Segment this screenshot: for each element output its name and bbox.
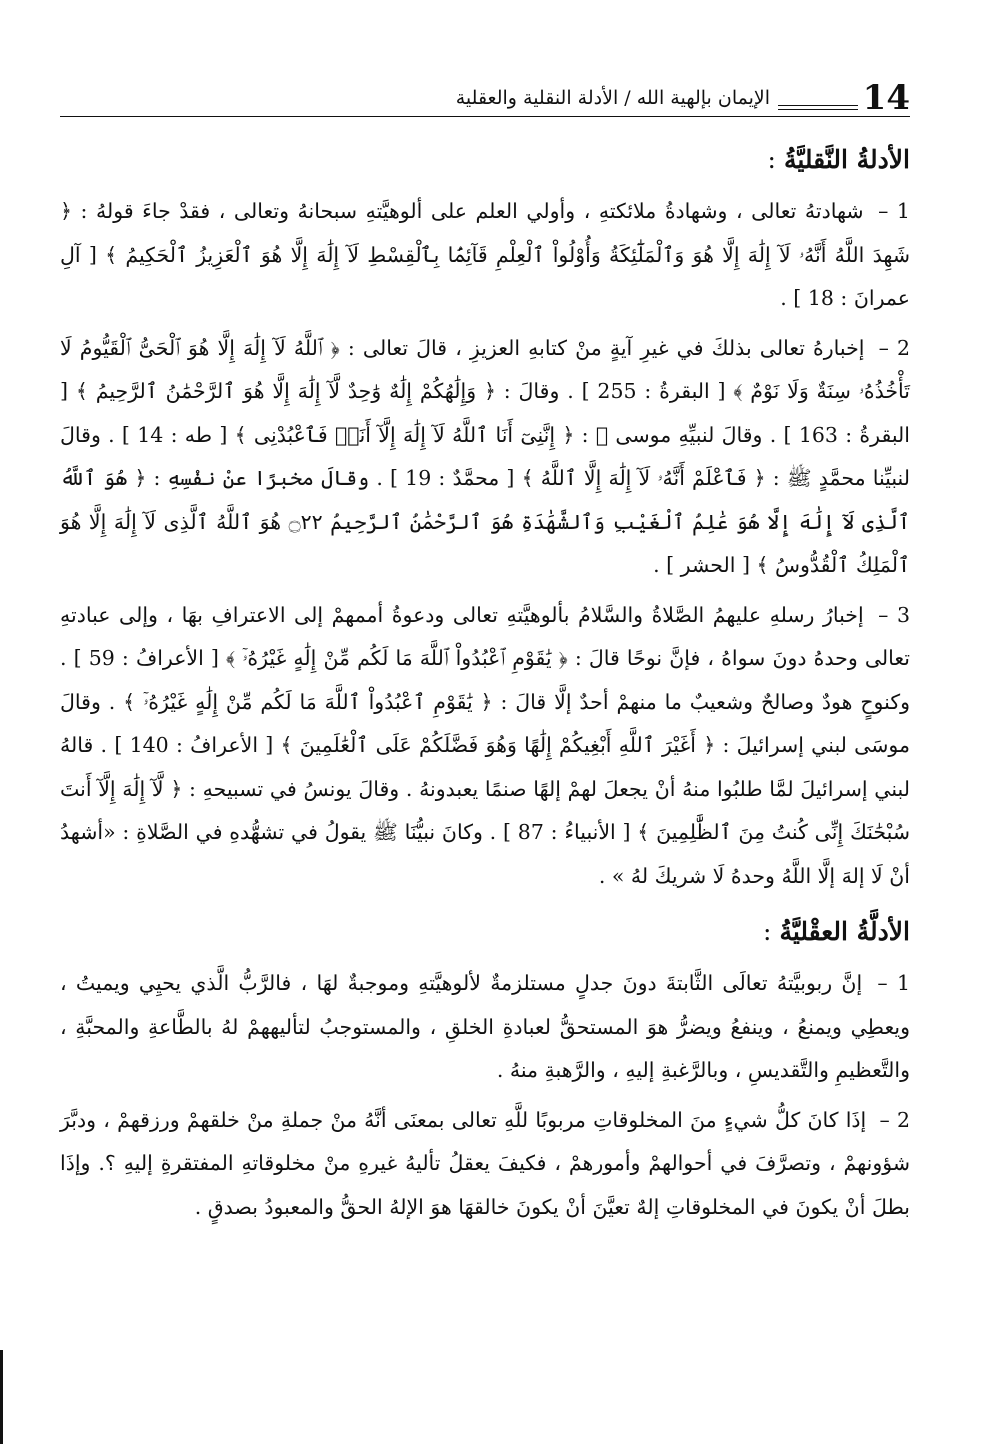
paragraph [60, 1099, 910, 1230]
header-divider [60, 116, 910, 117]
paragraph-text: إنَّ ربوبيَّتهُ تعالَى الثَّابتةَ دونَ جدلٍ مستلزمةٌ لألوهيَّتهِ وموجبةٌ لهَا ، فالرَّبُّ الَّذي يحيِي ويميتُ ، ويعطِي ويمنعُ ، وينفعُ ويضرُّ هوَ المستحقُّ لعبادةِ الخلقِ ، والمستوجبُ لتأليههمْ لهُ بالطَّاعةِ والمحبَّةِ ، والتَّعظيمِ والتَّقديسِ ، وبالرَّغبةِ إليهِ ، والرَّهبةِ منهُ . [60, 971, 910, 1082]
paragraph-number: 2 – [878, 335, 910, 360]
paragraph [60, 962, 910, 1093]
paragraph-text: شهادتهُ تعالى ، وشهادةُ ملائكتهِ ، وأولي العلم على ألوهيَّتهِ سبحانهُ وتعالى ، فقدْ جاءَ قولهُ : ﴿ شَهِدَ اللَّهُ أَنَّهُۥ لَآ إِلَٰهَ إِلَّا هُوَ وَٱلْمَلَٰٓئِكَةُ وَأُوْلُواْ ٱلْعِلْمِ قَآئِمَۢا بِٱلْقِسْطِ لَآ إِلَٰهَ إِلَّا هُوَ ٱلْعَزِيزُ ٱلْحَكِيمُ ﴾ [ آلِ عمرانَ : 18 ] . [60, 199, 910, 310]
paragraph-number: 1 – [878, 199, 910, 223]
section-heading-textual-evidence [60, 140, 910, 180]
scan-edge-mark [0, 1350, 3, 1444]
page-body [60, 140, 910, 1235]
paragraph-number: 1 – [877, 971, 910, 995]
running-title: الإيمان بإلهية الله / الأدلة النقلية والعقلية [455, 87, 770, 109]
paragraph-number: 3 – [878, 602, 910, 627]
section-heading-colon: : [763, 917, 772, 946]
section-heading-rational-evidence [60, 912, 910, 952]
paragraph-text: إخبارهُ تعالى بذلكَ في غيرِ آيةٍ منْ كتابهِ العزيزِ ، قالَ تعالى : ﴿ ٱللَّهُ لَآ إِلَٰهَ إِلَّا هُوَ ٱلْحَىُّ ٱلْقَيُّومُ لَا تَأْخُذُهُۥ سِنَةٌ وَلَا نَوْمٌ ﴾ [ البقرةُ : 255 ] . وقالَ : ﴿ وَإِلَٰهُكُمْ إِلَٰهٌ وَٰحِدٌ لَّآ إِلَٰهَ إِلَّا هُوَ ٱلرَّحْمَٰنُ ٱلرَّحِيمُ ﴾ [ البقرةُ : 163 ] . وقالَ لنبيِّهِ موسى ﷺ : ﴿ إِنَّنِىٓ أَنَا ٱللَّهُ لَآ إِلَٰهَ إِلَّآ أَنَا۠ فَٱعْبُدْنِى ﴾ [ طه : 14 ] . وقالَ لنبيِّنا محمَّدٍ ﷺ : ﴿ فَٱعْلَمْ أَنَّهُۥ لَآ إِلَٰهَ إِلَّا ٱللَّهُ ﴾ [ محمَّدٌ : 19 ] . وقالَ مخبرًا عنْ نفْسِهِ : ﴿ هُوَ ٱللَّهُ ٱلَّذِى لَآ إِلَٰهَ إِلَّا هُوَ عَٰلِمُ ٱلْغَيْبِ وَٱلشَّهَٰدَةِ هُوَ ٱلرَّحْمَٰنُ ٱلرَّحِيمُ ۝٢٢ هُوَ ٱللَّهُ ٱلَّذِى لَآ إِلَٰهَ إِلَّا هُوَ ٱلْمَلِكُ ٱلْقُدُّوسُ ﴾ [ الحشر ] . [60, 335, 910, 577]
section-heading-text: الأدلَّةُ العقْليَّةُ [779, 917, 910, 946]
paragraph [60, 594, 910, 899]
paragraph-text: إذَا كانَ كلُّ شيءٍ منَ المخلوقاتِ مربوبًا للَّهِ تعالى بمعنَى أنَّهُ منْ جملةِ منْ خلقهمْ ورزقهمْ ، ودبَّرَ شؤونهمْ ، وتصرَّفَ في أحوالهمْ وأمورهمْ ، فكيفَ يعقلُ تأليهُ غيرهِ منْ مخلوقاتهِ المفتقرةِ إليهِ ؟. وإذَا بطلَ أنْ يكونَ في المخلوقاتِ إلهٌ تعيَّنَ أنْ يكونَ خالقهَا هوَ الإلهُ الحقُّ والمعبودُ بصدقٍ . [60, 1107, 910, 1219]
section-heading-colon: : [767, 145, 776, 174]
paragraph [60, 190, 910, 321]
paragraph-text: إخبارُ رسلهِ عليهمُ الصَّلاةُ والسَّلامُ بألوهيَّتهِ تعالى ودعوةُ أممهمْ إلى الاعترافِ بهَا ، وإلى عبادتهِ تعالى وحدهُ دونَ سواهُ ، فإنَّ نوحًا قالَ : ﴿ يَٰقَوْمِ ٱعْبُدُواْ ٱللَّهَ مَا لَكُم مِّنْ إِلَٰهٍ غَيْرُهُۥٓ ﴾ [ الأعرافُ : 59 ] . وكنوحٍ هودٌ وصالحٌ وشعيبٌ ما منهمْ أحدٌ إلَّا قالَ : ﴿ يَٰقَوْمِ ٱعْبُدُواْ ٱللَّهَ مَا لَكُم مِّنْ إِلَٰهٍ غَيْرُهُۥٓ ﴾ . وقالَ موسَى لبني إسرائيلَ : ﴿ أَغَيْرَ ٱللَّهِ أَبْغِيكُمْ إِلَٰهًا وَهُوَ فَضَّلَكُمْ عَلَى ٱلْعَٰلَمِينَ ﴾ [ الأعرافُ : 140 ] . قالهُ لبني إسرائيلَ لمَّا طلبُوا منهُ أنْ يجعلَ لهمْ إلهًا صنمًا يعبدونهُ . وقالَ يونسُ في تسبيحهِ : ﴿ لَّآ إِلَٰهَ إِلَّآ أَنتَ سُبْحَٰنَكَ إِنِّى كُنتُ مِنَ ٱلظَّٰلِمِينَ ﴾ [ الأنبياءُ : 87 ] . وكانَ نبيُّنَا ﷺ يقولُ في تشهُّدهِ في الصَّلاةِ : «أشهدُ أنْ لَا إلهَ إلَّا اللَّهُ وحدهُ لَا شريكَ لهُ » . [60, 602, 911, 888]
section-heading-text: الأدلةُ النَّقليَّةُ [783, 145, 910, 174]
paragraph [60, 327, 910, 588]
page-number: 14 [862, 78, 910, 118]
header-rule [778, 105, 858, 110]
page-header [60, 78, 910, 118]
paragraph-number: 2 – [879, 1107, 910, 1132]
